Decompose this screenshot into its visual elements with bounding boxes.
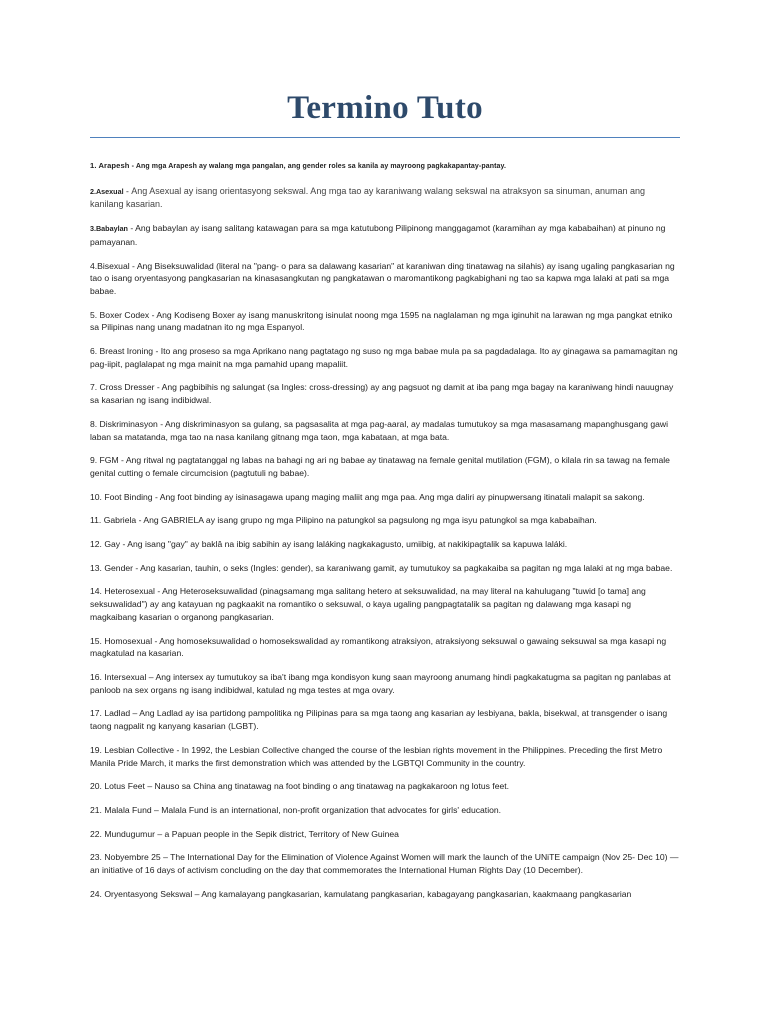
entry-term: 23. Nobyembre 25 <box>90 852 161 863</box>
entry-term: 2.Asexual <box>90 186 124 196</box>
glossary-entry: 8. Diskriminasyon - Ang diskriminasyon sa gulang, sa pagsasalita at mga pag-aaral, ay madalas tumutukoy sa mga masasamang mapanghusgang gawi laban sa matatanda, mga tao na nasa kanilang gitnang mga taon, mga kabataan, at mga bata. <box>90 418 669 442</box>
document-title: Termino Tuto <box>287 90 483 126</box>
glossary-entry: 7. Cross Dresser - Ang pagbibihis ng salungat (sa Ingles: cross-dressing) ay ang pagsuot ng damit at iba pang mga bagay na karaniwang hindi nauugnay sa kasarian ng isang indibidwal. <box>90 382 674 406</box>
entry-definition: Ang GABRIELA ay isang grupo ng mga Pilipino na patungkol sa pagsulong ng mga isyu patungkol sa mga kababaihan. <box>143 515 597 526</box>
glossary-entry: 22. Mundugumur – a Papuan people in the Sepik district, Territory of New Guinea <box>90 828 399 839</box>
glossary-entry: 24. Oryentasyong Sekswal – Ang kamalayang pangkasarian, kamulatang pangkasarian, kabagayang pangkasarian, kaakmaang pangkasarian <box>90 888 632 899</box>
entry-term: 17. Ladlad <box>90 708 131 719</box>
entry-term: 5. Boxer Codex <box>90 309 150 320</box>
entry-definition: Ito ang proseso sa mga Aprikano nang pagtatago ng suso ng mga babae mula pa sa pagdadalaga. Ito ay ginagawa sa pamamagitan ng pag-iipit, paglalapat ng mga mainit na mga pamahid upang mapaliit. <box>90 346 678 369</box>
entry-term: 10. Foot Binding <box>90 491 153 502</box>
entry-definition: Ang mga Arapesh ay walang mga pangalan, ang gender roles sa kanila ay mayroong pagkakapantay-pantay. <box>135 163 507 170</box>
entry-definition: In 1992, the Lesbian Collective changed the course of the lesbian rights movement in the Philippines. Preceding the first Metro Manila Pride March, it marks the first demonstration which was attended by the LGBTQI Community in the country. <box>90 744 663 768</box>
entry-term: 13. Gender <box>90 562 133 573</box>
glossary-entry: 12. Gay - Ang isang "gay" ay baklâ na ibig sabihin ay isang laláking nagkakagusto, umiibig, at nakikipagtalik sa kapuwa laláki. <box>90 539 568 550</box>
glossary-entry: 11. Gabriela - Ang GABRIELA ay isang grupo ng mga Pilipino na patungkol sa pagsulong ng mga isyu patungkol sa mga kababaihan. <box>90 515 597 526</box>
entry-term: 14. Heterosexual <box>90 586 155 597</box>
entry-term: 1. Arapesh <box>90 161 130 170</box>
entry-definition: Ang Kodiseng Boxer ay isang manuskritong isinulat noong mga 1595 na naglalaman ng mga iginuhit na larawan ng mga pangkat etniko sa Pilipinas nang unang madatnan ito ng mga Espanyol. <box>90 309 673 333</box>
entry-term: 21. Malala Fund <box>90 804 152 815</box>
entry-term: 19. Lesbian Collective <box>90 744 175 755</box>
entry-definition: Ang babaylan ay isang salitang katawagan para sa mga katutubong Pilipinong manggagamot (karamihan ay mga kababaihan) at pinuno ng pamayanan. <box>90 223 666 247</box>
entry-definition: Nauso sa China ang tinatawag na foot binding o ang tinatawag na pagkakaroon ng lotus feet. <box>154 781 510 792</box>
glossary-entry: 16. Intersexual – Ang intersex ay tumutukoy sa iba't ibang mga kondisyon kung saan mayroong anumang hindi pagkakatugma sa pagitan ng panlabas at panloob na sex organs ng isang indibidwal, katulad ng mga testes at mga ovary. <box>90 671 671 695</box>
entry-definition: Ang Asexual ay isang orientasyong sekswal. Ang mga tao ay karaniwang walang sekswal na atraksyon sa sinuman, anuman ang kanilang kasarian. <box>90 185 646 210</box>
entry-term: 20. Lotus Feet <box>90 781 145 792</box>
glossary-entry: 6. Breast Ironing - Ito ang proseso sa mga Aprikano nang pagtatago ng suso ng mga babae mula pa sa pagdadalaga. Ito ay ginagawa sa pamamagitan ng pag-iipit, paglalapat ng mga mainit na mga pamahid upang mapaliit. <box>90 346 678 369</box>
entry-definition: Ang intersex ay tumutukoy sa iba't ibang mga kondisyon kung saan mayroong anumang hindi pagkakatugma sa pagitan ng panlabas at panloob na sex organs ng isang indibidwal, katulad ng mga testes at mga ovary. <box>90 671 671 695</box>
entry-definition: Ang kamalayang pangkasarian, kamulatang pangkasarian, kabagayang pangkasarian, kaakmaang pangkasarian <box>201 888 632 899</box>
glossary-entry: 19. Lesbian Collective - In 1992, the Lesbian Collective changed the course of the lesbian rights movement in the Philippines. Preceding the first Metro Manila Pride March, it marks the first demonstration which was attended by the LGBTQI Community in the country. <box>90 744 663 768</box>
entry-term: 24. Oryentasyong Sekswal <box>90 888 193 899</box>
glossary-entry: 5. Boxer Codex - Ang Kodiseng Boxer ay isang manuskritong isinulat noong mga 1595 na naglalaman ng mga iginuhit na larawan ng mga pangkat etniko sa Pilipinas nang unang madatnan ito ng mga Espanyol. <box>90 309 673 333</box>
glossary-entry: 1. Arapesh - Ang mga Arapesh ay walang mga pangalan, ang gender roles sa kanila ay mayroong pagkakapantay-pantay. <box>90 161 507 170</box>
glossary-entry: 21. Malala Fund – Malala Fund is an international, non-profit organization that advocates for girls' education. <box>90 804 502 815</box>
glossary-entry: 4.Bisexual - Ang Biseksuwalidad (literal na "pang- o para sa dalawang kasarian" at karaniwan ding tinatawag na silahis) ay isang ugaling pangkasarian ng tao o isang oryentasyong pangkasarian na kinasasangkutan ng pangkatawan o maromantikong pagkabighani ng tao sa kapwa mga lalaki at pati sa mga babae. <box>90 260 675 296</box>
glossary-entry: 23. Nobyembre 25 – The International Day for the Elimination of Violence Against Women will mark the launch of the UNiTE campaign (Nov 25- Dec 10) — an initiative of 16 days of activism concluding on the day that commemorates the International Human Rights Day (10 December). <box>90 852 679 876</box>
glossary-entry: 15. Homosexual - Ang homoseksuwalidad o homosekswalidad ay romantikong atraksiyon, atraksiyong seksuwal o gawaing seksuwal sa mga kasapi ng magkatulad na kasarian. <box>90 635 667 659</box>
glossary-list <box>90 160 680 900</box>
glossary-entry: 3.Babaylan - Ang babaylan ay isang salitang katawagan para sa mga katutubong Pilipinong manggagamot (karamihan ay mga kababaihan) at pinuno ng pamayanan. <box>90 223 666 247</box>
entry-definition: The International Day for the Elimination of Violence Against Women will mark the launch of the UNiTE campaign (Nov 25- Dec 10) — an initiative of 16 days of activism concluding on the day that commemorates the International Human Rights Day (10 December). <box>90 852 679 876</box>
glossary-entry: 9. FGM - Ang ritwal ng pagtatanggal ng labas na bahagi ng ari ng babae ay tinatawag na female genital mutilation (FGM), o kilala rin sa tawag na female genital cutting o female circumcision (pagtutuli ng babae). <box>90 455 670 478</box>
entry-term: 22. Mundugumur <box>90 828 155 839</box>
entry-definition: Ang homoseksuwalidad o homosekswalidad ay romantikong atraksiyon, atraksiyong seksuwal o gawaing seksuwal sa mga kasapi ng magkatulad na kasarian. <box>90 635 667 659</box>
entry-term: 7. Cross Dresser <box>90 382 155 393</box>
entry-definition: Ang pagbibihis ng salungat (sa Ingles: cross-dressing) ay ang pagsuot ng damit at iba pang mga bagay na karaniwang hindi nauugnay sa kasarian ng isang indibidwal. <box>90 382 674 406</box>
entry-definition: a Papuan people in the Sepik district, Territory of New Guinea <box>164 828 399 839</box>
entry-definition: Ang foot binding ay isinasagawa upang maging maliit ang mga paa. Ang mga daliri ay pinupwersang itinatali malapit sa sakong. <box>159 491 645 502</box>
entry-term: 16. Intersexual <box>90 671 147 682</box>
entry-definition: Ang Biseksuwalidad (literal na "pang- o para sa dalawang kasarian" at karaniwan ding tinatawag na silahis) ay isang ugaling pangkasarian ng tao o isang oryentasyong pangkasarian na kinasasangkutan ng pangkatawan o maromantikong pagkabighani ng tao sa kapwa mga lalaki at pati sa mga babae. <box>90 260 675 296</box>
glossary-entry: 20. Lotus Feet – Nauso sa China ang tinatawag na foot binding o ang tinatawag na pagkakaroon ng lotus feet. <box>90 781 510 792</box>
entry-term: 15. Homosexual <box>90 635 153 646</box>
title-divider <box>90 137 680 138</box>
entry-definition: Ang kasarian, tauhin, o seks (Ingles: gender), sa karaniwang gamit, ay tumutukoy sa pagkakaiba sa pagitan ng mga lalaki at ng mga babae. <box>140 562 673 573</box>
entry-definition: Ang ritwal ng pagtatanggal ng labas na bahagi ng ari ng babae ay tinatawag na female genital mutilation (FGM), o kilala rin sa tawag na female genital cutting o female circumcision (pagtutuli ng babae). <box>90 455 670 478</box>
glossary-entry: 17. Ladlad – Ang Ladlad ay isa partidong pampolitika ng Pilipinas para sa mga taong ang kasarian ay lesbiyana, bakla, bisekwal, at transgender o isang taong nagpalit ng kanyang kasarian (LGBT). <box>90 708 668 732</box>
entry-term: 12. Gay <box>90 539 121 550</box>
entry-term: 6. Breast Ironing <box>90 346 154 357</box>
entry-definition: Ang Ladlad ay isa partidong pampolitika ng Pilipinas para sa mga taong ang kasarian ay lesbiyana, bakla, bisekwal, at transgender o isang taong nagpalit ng kanyang kasarian (LGBT). <box>90 708 668 732</box>
entry-definition: Ang diskriminasyon sa gulang, sa pagsasalita at mga pag-aaral, ay madalas tumutukoy sa mga masasamang mapanghusgang gawi laban sa matatanda, mga tao na nasa kanilang gitnang mga taon, mga kabataan, at mga bata. <box>90 418 669 442</box>
glossary-entry: 10. Foot Binding - Ang foot binding ay isinasagawa upang maging maliit ang mga paa. Ang mga daliri ay pinupwersang itinatali malapit sa sakong. <box>90 491 645 502</box>
entry-definition: Ang Heteroseksuwalidad (pinagsamang mga salitang hetero at seksuwalidad, na may literal na kahulugang "tuwid [o tama] ang seksuwalidad") ay ang katayuan ng pagkaakit na romantiko o seksuwal, o kaya ugaling pangpagtatalik sa pagitan ng dalawang mga kasapi ng magkaibang kasarian o organong pangkasarian. <box>90 586 646 622</box>
entry-term: 11. Gabriela <box>90 515 137 526</box>
entry-term: 8. Diskriminasyon <box>90 418 158 429</box>
entry-term: 9. FGM <box>90 455 119 466</box>
glossary-entry: 14. Heterosexual - Ang Heteroseksuwalidad (pinagsamang mga salitang hetero at seksuwalidad, na may literal na kahulugang "tuwid [o tama] ang seksuwalidad") ay ang katayuan ng pagkaakit na romantiko o seksuwal, o kaya ugaling pangpagtatalik sa pagitan ng dalawang mga kasapi ng magkaibang kasarian o organong pangkasarian. <box>90 586 646 622</box>
entry-term: 3.Babaylan <box>90 224 128 234</box>
entry-definition: Ang isang "gay" ay baklâ na ibig sabihin ay isang laláking nagkakagusto, umiibig, at nakikipagtalik sa kapuwa laláki. <box>127 539 568 550</box>
glossary-entry: 2.Asexual - Ang Asexual ay isang orientasyong sekswal. Ang mga tao ay karaniwang walang sekswal na atraksyon sa sinuman, anuman ang kanilang kasarian. <box>90 185 646 210</box>
glossary-entry: 13. Gender - Ang kasarian, tauhin, o seks (Ingles: gender), sa karaniwang gamit, ay tumutukoy sa pagkakaiba sa pagitan ng mga lalaki at ng mga babae. <box>90 562 673 573</box>
entry-term: 4.Bisexual <box>90 260 130 271</box>
entry-definition: Malala Fund is an international, non-profit organization that advocates for girls' education. <box>161 804 502 815</box>
